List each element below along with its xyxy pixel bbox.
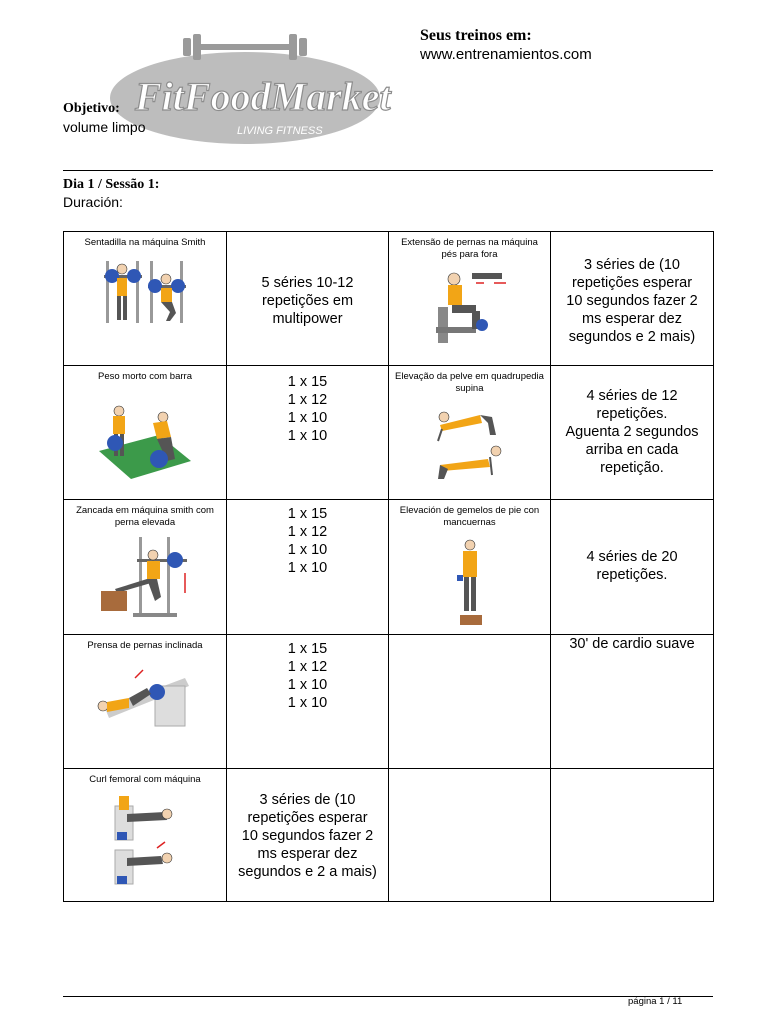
smith-lunge-illustration [97, 535, 193, 619]
exercise-prescription: 4 séries de 20 repetições. [586, 549, 678, 583]
exercise-name: Elevação da pelve em quadrupedia supina [395, 371, 544, 394]
exercise-prescription: 3 séries de (10 repetições esperar 10 segundos fazer 2 ms esperar dez segundos e 2 a mais) [238, 792, 377, 880]
page-number: página 1 / 11 [628, 996, 683, 1007]
smith-squat-illustration [100, 255, 190, 327]
deadlift-illustration [95, 389, 195, 481]
exercise-cell [64, 232, 227, 366]
leg-curl-illustration [105, 792, 185, 890]
exercise-cell [389, 500, 551, 635]
exercise-cell [64, 500, 227, 635]
exercise-name: Curl femoral com máquina [89, 774, 201, 785]
leg-extension-illustration [428, 267, 512, 345]
exercise-prescription: 5 séries 10-12 repetições em multipower [261, 275, 354, 327]
exercise-prescription: 1 x 15 1 x 12 1 x 10 1 x 10 [287, 506, 328, 576]
table-row [64, 366, 714, 500]
hip-thrust-illustration [430, 401, 510, 481]
footer-divider [63, 996, 713, 997]
empty-cell [389, 635, 551, 769]
exercise-name: Zancada em máquina smith com perna elevada [76, 505, 214, 528]
empty-cell [551, 769, 714, 902]
exercise-prescription: 3 séries de (10 repetições esperar 10 segundos fazer 2 ms esperar dez segundos e 2 mais) [566, 257, 698, 345]
site-label: Seus treinos em: [420, 27, 532, 44]
svg-text:LIVING FITNESS [237, 125, 323, 137]
exercise-prescription: 4 séries de 12 repetições. Aguenta 2 segundos arriba en cada repetição. [565, 388, 699, 476]
site-url[interactable]: www.entrenamientos.com [420, 46, 592, 63]
exercise-cell [64, 769, 227, 902]
table-row [64, 769, 714, 902]
session-title: Dia 1 / Sessão 1: [63, 177, 160, 192]
logo-subtext: LIVING FITNESS [237, 125, 323, 137]
leg-press-illustration [95, 658, 195, 728]
table-row [64, 635, 714, 769]
exercise-name: Peso morto com barra [98, 371, 192, 382]
exercise-name: Elevación de gemelos de pie con mancuernas [399, 505, 540, 528]
calf-raise-illustration [448, 535, 492, 629]
exercise-name: Extensão de pernas na máquina pés para fora [401, 237, 538, 260]
exercise-prescription: 1 x 15 1 x 12 1 x 10 1 x 10 [287, 641, 328, 711]
svg-text:FitFoodMarket [134, 74, 392, 119]
exercise-name: Prensa de pernas inclinada [87, 640, 203, 651]
exercise-cell [64, 366, 227, 500]
exercise-prescription: 30' de cardio suave [569, 636, 695, 652]
exercise-cell [389, 232, 551, 366]
objective-value: volume limpo [63, 119, 146, 135]
table-row [64, 500, 714, 635]
empty-cell [389, 769, 551, 902]
exercise-prescription: 1 x 15 1 x 12 1 x 10 1 x 10 [287, 374, 328, 444]
objective-label: Objetivo: [63, 101, 120, 116]
table-row [64, 232, 714, 366]
header-divider [63, 170, 713, 171]
workout-table [63, 231, 714, 902]
exercise-cell [64, 635, 227, 769]
exercise-cell [389, 366, 551, 500]
logo-text: FitFoodMarket [135, 74, 391, 119]
exercise-name: Sentadilla na máquina Smith [84, 237, 206, 248]
duration-label: Duración: [63, 194, 123, 210]
fitfoodmarket-logo [105, 30, 395, 150]
